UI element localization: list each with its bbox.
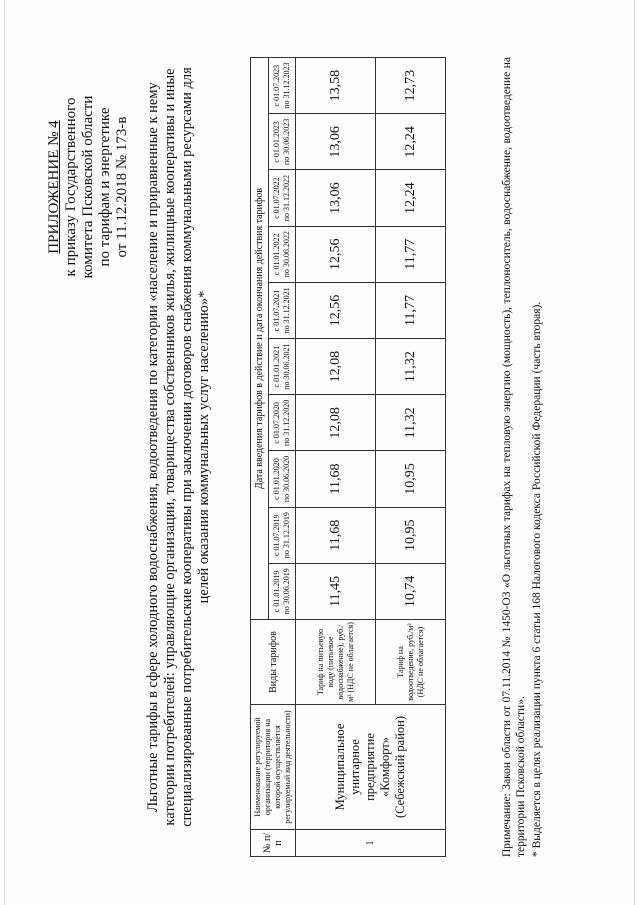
tariff-table [250, 57, 446, 857]
note-footnote: * Выделяется в целях реализации пункта 6 статьи 168 Налогового кодекса Российской Федерации (часть вторая). [531, 301, 543, 857]
organization-name: Муниципальное унитарное предприятие «Комфорт» (Себежский район) [296, 705, 446, 830]
tariff-value: 12,56 [296, 282, 376, 338]
scan-edge-line [634, 0, 635, 905]
tariff-kind-sewage: Тариф на водоотведение, руб./м³ (НДС не облагается) [376, 620, 446, 705]
period-cell: с 01.07.2021 по 31.12.2021 [268, 282, 295, 338]
table-row [296, 58, 376, 857]
tariff-value: 13,06 [296, 170, 376, 226]
period-cell: с 01.07.2023 по 31.12.2023 [268, 58, 295, 114]
note-law: Примечание: Закон области от 07.11.2014 № 1450-ОЗ «О льготных тарифах на тепловую энергию (мощность), теплоноситель, водоснабжение, водоотведение на территории Псковской области». [501, 57, 527, 857]
tariff-value: 11,32 [376, 339, 446, 395]
tariff-value: 13,58 [296, 58, 376, 114]
tariff-value: 11,32 [376, 395, 446, 451]
tariff-value: 10,95 [376, 507, 446, 563]
tariff-value: 12,08 [296, 395, 376, 451]
appendix-line: от 11.12.2018 № 173-в [114, 116, 130, 258]
tariff-value: 10,74 [376, 563, 446, 619]
header-org: Наименование регулируемой организации (территория на которой осуществляется регулируемый вид деятельности) [251, 705, 296, 830]
row-number: 1 [296, 830, 446, 857]
tariff-value: 11,68 [296, 507, 376, 563]
tariff-value: 13,06 [296, 114, 376, 170]
tariff-value: 11,45 [296, 563, 376, 619]
period-cell: с 01.01.2022 по 30.06.2022 [268, 226, 295, 282]
tariff-value: 12,24 [376, 170, 446, 226]
tariff-value: 11,77 [376, 226, 446, 282]
scan-edge-line [4, 0, 5, 905]
header-num: № п/п [251, 830, 296, 857]
period-cell: с 01.07.2022 по 31.12.2022 [268, 170, 295, 226]
period-cell: с 01.01.2019 по 30.06.2019 [268, 563, 295, 619]
notes-block [500, 57, 546, 857]
period-cell: с 01.01.2020 по 30.06.2020 [268, 451, 295, 507]
period-cell: с 01.01.2023 по 30.06.2023 [268, 114, 295, 170]
tariff-value: 11,68 [296, 451, 376, 507]
document-title: Льготные тарифы в сфере холодного водоснабжения, водоотведения по категории «население и приравненные к нему категории потребителей: управляющие организации, товарищества собственников жилья, жилищные кооперативы и иные специализированные потребительские кооперативы при заключении договоров снабжения коммунальными ресурсами для целей оказания коммунальных услуг населению»* [145, 67, 212, 827]
tariff-value: 12,08 [296, 339, 376, 395]
header-kind: Виды тарифов [251, 620, 296, 705]
tariff-value: 12,73 [376, 58, 446, 114]
period-cell: с 01.07.2019 по 31.12.2019 [268, 507, 295, 563]
appendix-block [46, 52, 131, 322]
period-cell: с 01.01.2021 по 30.06.2021 [268, 339, 295, 395]
rotated-document [40, 22, 600, 882]
table-header-row [251, 58, 269, 857]
period-cell: с 01.07.2020 по 31.12.2020 [268, 395, 295, 451]
tariff-value: 12,24 [376, 114, 446, 170]
tariff-value: 12,56 [296, 226, 376, 282]
tariff-value: 11,77 [376, 282, 446, 338]
header-dates: Дата введения тарифов в действие и дата окончания действия тарифов [251, 58, 269, 620]
appendix-heading: ПРИЛОЖЕНИЕ № 4 [46, 120, 62, 254]
appendix-line: к приказу Государственного [63, 97, 79, 277]
tariff-kind-water: Тариф на питьевую воду (питьевое водоснабжение), руб./м³ (НДС не облагается) [296, 620, 376, 705]
appendix-line: комитета Псковской области [80, 95, 96, 279]
appendix-line: по тарифам и энергетике [97, 107, 113, 267]
tariff-value: 10,95 [376, 451, 446, 507]
